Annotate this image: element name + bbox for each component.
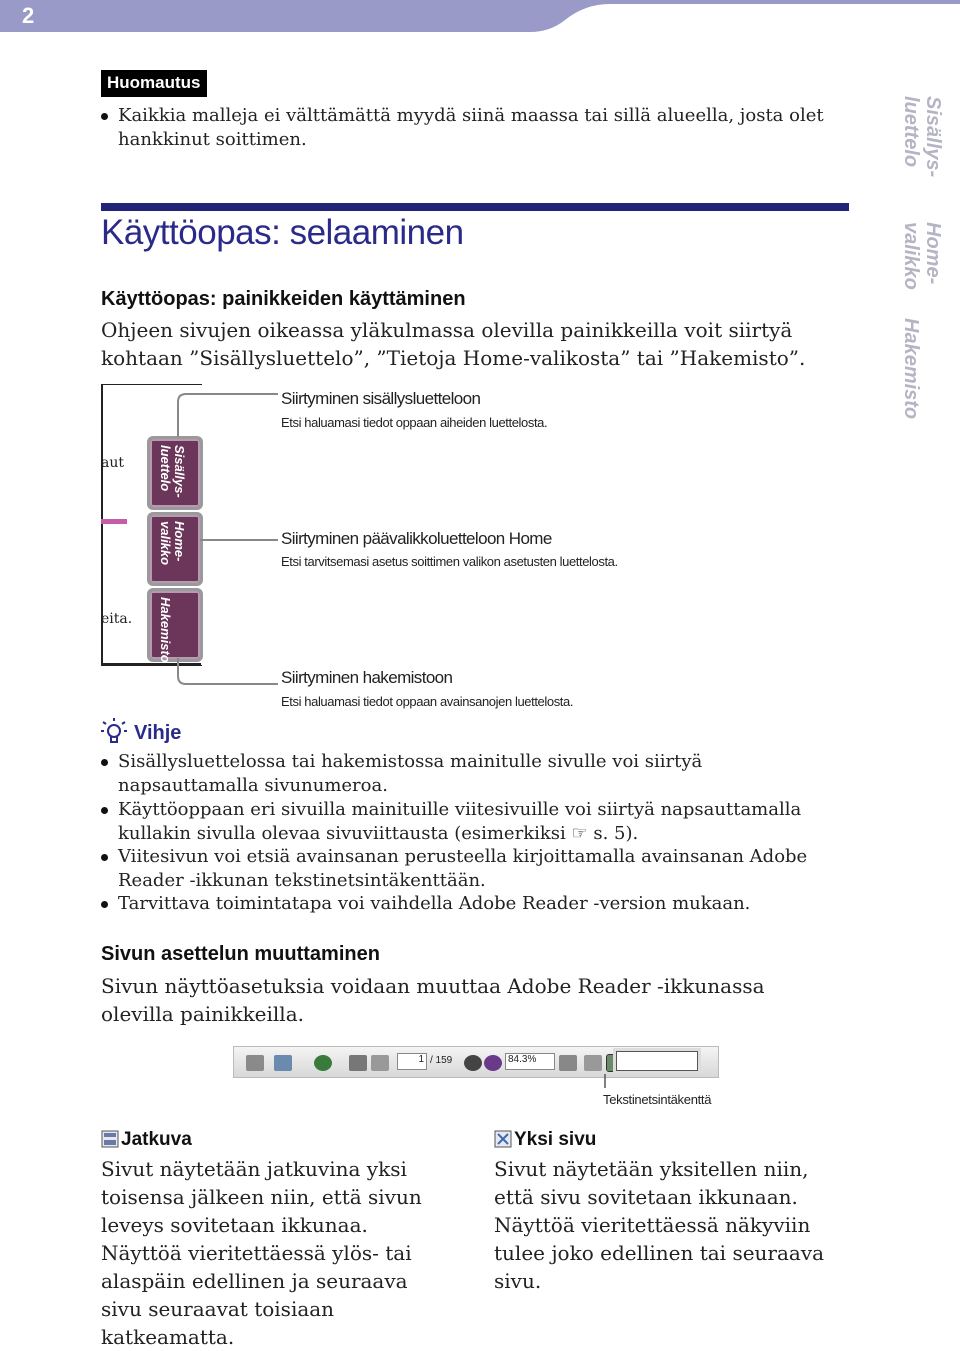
callout-text: Etsi tarvitsemasi asetus soittimen valikon asetusten luettelosta. <box>281 554 618 569</box>
button-label: Sisällys- luettelo <box>158 445 187 498</box>
callout-title: Siirtyminen hakemistoon <box>281 668 453 687</box>
hint-label: Vihje <box>134 722 182 744</box>
text-search-field[interactable] <box>616 1051 698 1071</box>
sidenav-home-link[interactable]: Home- valikko <box>900 222 944 290</box>
arrow-down-icon[interactable] <box>371 1055 389 1071</box>
callout-title: Siirtyminen päävalikkoluetteloon Home <box>281 529 552 548</box>
mode-description: Sivut näytetään yksitellen niin, että sivu sovitetaan ikkunaan. Näyttöä vieritettäessä näkyviin tulee joko edellinen tai seuraava sivu. <box>494 1157 825 1293</box>
zoom-field[interactable]: 84.3% <box>505 1053 555 1070</box>
subsection-title: Sivun asettelun muuttaminen <box>101 943 380 965</box>
dropdown-icon[interactable] <box>559 1055 577 1071</box>
top-banner <box>0 0 960 32</box>
continuous-mode-icon <box>101 1130 119 1148</box>
bullet-dot <box>101 807 108 814</box>
mode-description: Sivut näytetään jatkuvina yksi toisensa jälkeen niin, että sivun leveys sovitetaan ikkunaa. Näyttöä vieritettäessä ylös- tai alaspäin edellinen ja seuraava sivu seuraavat toisiaan katkeamatta. <box>101 1157 422 1349</box>
button-label: Home- valikko <box>158 521 187 566</box>
excerpt-text: aut <box>101 455 124 471</box>
continuous-icon[interactable] <box>584 1055 602 1071</box>
bullet-dot <box>101 901 108 908</box>
zoom-in-icon[interactable] <box>484 1055 502 1071</box>
bullet-dot <box>101 759 108 766</box>
excerpt-accent <box>101 519 127 524</box>
zoom-out-icon[interactable] <box>464 1055 482 1071</box>
globe-icon[interactable] <box>314 1055 332 1071</box>
lightbulb-icon <box>100 716 128 746</box>
note-label: Huomautus <box>101 70 207 97</box>
button-label: Hakemisto <box>158 597 173 663</box>
search-icon[interactable] <box>274 1055 292 1071</box>
subsection-title: Käyttöopas: painikkeiden käyttäminen <box>101 288 466 310</box>
section-rule <box>101 203 849 211</box>
single-page-mode-icon <box>494 1130 512 1148</box>
hint-item: Sisällysluettelossa tai hakemistossa mainitulle sivulle voi siirtyä napsauttamalla sivunumeroa. <box>118 751 703 796</box>
page-total: / 159 <box>430 1055 453 1066</box>
mode-title: Yksi sivu <box>514 1129 597 1150</box>
layout-paragraph: Sivun näyttöasetuksia voidaan muuttaa Adobe Reader -ikkunassa olevilla painikkeilla. <box>101 974 765 1026</box>
bullet-dot <box>101 113 108 120</box>
callout-title: Siirtyminen sisällysluetteloon <box>281 389 481 408</box>
bullet-dot <box>101 854 108 861</box>
callout-text: Etsi haluamasi tiedot oppaan avainsanojen luettelosta. <box>281 694 574 709</box>
mode-title: Jatkuva <box>121 1129 192 1150</box>
section-title: Käyttöopas: selaaminen <box>101 213 464 252</box>
page-number-input[interactable]: 1 <box>397 1053 427 1070</box>
reader-toolbar <box>233 1046 719 1078</box>
search-field-label: Tekstinetsintäkenttä <box>603 1092 712 1107</box>
sidenav-toc-link[interactable]: Sisällys- luettelo <box>900 96 944 178</box>
callout-lines <box>170 384 290 694</box>
hint-item: Tarvittava toimintatapa voi vaihdella Adobe Reader -version mukaan. <box>118 893 751 914</box>
arrow-up-icon[interactable] <box>349 1055 367 1071</box>
hint-item: Käyttöoppaan eri sivuilla mainituille viitesivuille voi siirtyä napsauttamalla kullakin sivulla olevaa sivuviittausta (esimerkiksi ☞ s. 5). <box>118 799 802 844</box>
intro-paragraph: Ohjeen sivujen oikeassa yläkulmassa olevilla painikkeilla voit siirtyä kohtaan ”Sisällysluettelo”, ”Tietoja Home-valikosta” tai ”Hakemisto”. <box>101 318 806 370</box>
print-icon[interactable] <box>246 1055 264 1071</box>
callout-text: Etsi haluamasi tiedot oppaan aiheiden luettelosta. <box>281 415 548 430</box>
search-field-pointer <box>600 1074 620 1088</box>
sidenav-index-link[interactable]: Hakemisto <box>900 318 922 420</box>
page-number: 2 <box>22 3 35 28</box>
excerpt-text: eita. <box>101 611 133 627</box>
note-text: Kaikkia malleja ei välttämättä myydä siinä maassa tai sillä alueella, josta olet hankkinut soittimen. <box>118 105 824 150</box>
hint-item: Viitesivun voi etsiä avainsanan perusteella kirjoittamalla avainsanan Adobe Reader -ikkunan tekstinetsintäkenttään. <box>118 846 808 891</box>
